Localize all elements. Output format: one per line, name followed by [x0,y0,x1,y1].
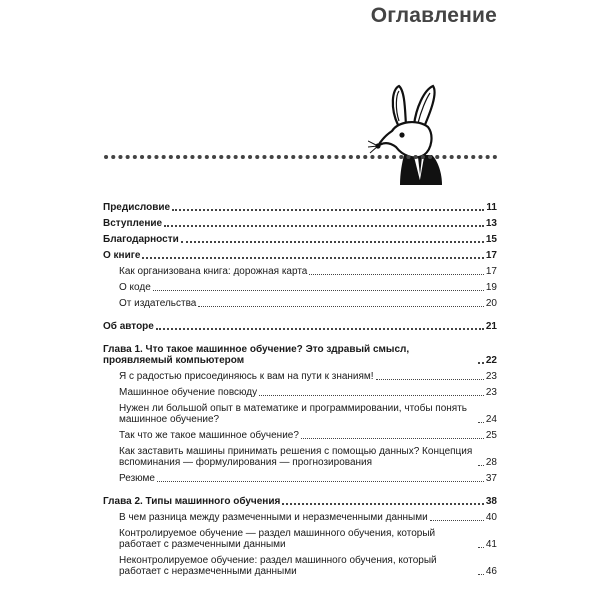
toc-entry-label: Глава 2. Типы машинного обучения [103,496,281,507]
toc-entry-page-number: 38 [485,496,497,507]
toc-entry-label: Нужен ли большой опыт в математике и программировании, чтобы понять машинное обучение? [119,403,467,425]
toc-section-entry[interactable] [103,528,497,550]
decorative-dot-divider [103,153,497,161]
toc-entry-label: Предисловие [103,202,171,213]
toc-section-entry[interactable] [103,298,497,309]
dot-leader [478,362,484,364]
toc-entry-label: Контролируемое обучение — раздел машинного обучения, который работает с размеченными данными [119,528,436,550]
toc-entry-page-number: 17 [485,266,497,277]
toc-section-entry[interactable] [103,555,497,577]
dot-leader [376,379,484,380]
toc-section-entry[interactable] [103,403,497,425]
toc-entry-page-number: 23 [485,387,497,398]
table-of-contents [103,202,497,582]
dot-leader [172,209,484,211]
toc-entry-label: О коде [119,282,151,293]
toc-section-entry[interactable] [103,446,497,468]
toc-section-entry[interactable] [103,473,497,484]
dot-leader [259,395,484,396]
toc-entry-label: Вступление [103,218,163,229]
toc-chapter-entry[interactable] [103,234,497,245]
toc-entry-page-number: 20 [485,298,497,309]
toc-chapter-entry[interactable] [103,344,497,366]
toc-entry-page-number: 21 [485,321,497,332]
toc-entry-page-number: 19 [485,282,497,293]
toc-entry-label: От издательства [119,298,197,309]
toc-entry-label: Так что же такое машинное обучение? [119,430,299,441]
toc-chapter-entry[interactable] [103,218,497,229]
toc-entry-label: В чем разница между размеченными и неразмеченными данными [119,512,428,523]
toc-entry-label: Благодарности [103,234,179,245]
page-title: Оглавление [370,4,497,27]
toc-entry-page-number: 23 [485,371,497,382]
toc-entry-label: Я с радостью присоединяюсь к вам на пути к знаниям! [119,371,374,382]
dot-leader [142,257,483,259]
dot-leader [156,328,484,330]
toc-entry-page-number: 25 [485,430,497,441]
dot-leader [478,422,484,423]
toc-section-entry[interactable] [103,266,497,277]
dot-leader [430,520,484,521]
toc-chapter-entry[interactable] [103,250,497,261]
toc-entry-label: Как заставить машины принимать решения с помощью данных? Концепция вспоминания — формулирования — прогнозирования [119,446,473,468]
toc-entry-page-number: 22 [485,355,497,366]
rabbit-in-suit-icon [368,83,448,187]
toc-entry-page-number: 28 [485,457,497,468]
dot-leader [157,481,484,482]
dot-leader [478,574,484,575]
toc-entry-label: Резюме [119,473,155,484]
dot-leader [478,547,484,548]
toc-chapter-entry[interactable] [103,496,497,507]
dot-leader [181,241,484,243]
toc-entry-label: Неконтролируемое обучение: раздел машинного обучения, который работает с неразмеченными данными [119,555,437,577]
toc-section-entry[interactable] [103,387,497,398]
dot-leader [301,438,484,439]
dot-leader [153,290,484,291]
dot-leader [198,306,484,307]
toc-entry-label: О книге [103,250,141,261]
toc-entry-page-number: 40 [485,512,497,523]
toc-entry-page-number: 46 [485,566,497,577]
toc-entry-page-number: 13 [485,218,497,229]
toc-entry-page-number: 17 [485,250,497,261]
toc-section-entry[interactable] [103,282,497,293]
toc-entry-page-number: 41 [485,539,497,550]
dot-leader [478,465,484,466]
dot-leader [309,274,484,275]
toc-chapter-entry[interactable] [103,202,497,213]
toc-entry-page-number: 37 [485,473,497,484]
toc-entry-page-number: 11 [486,202,497,213]
dot-leader [164,225,484,227]
toc-entry-page-number: 15 [485,234,497,245]
toc-section-entry[interactable] [103,430,497,441]
toc-entry-label: Глава 1. Что такое машинное обучение? Это здравый смысл, проявляемый компьютером [103,344,410,366]
toc-section-entry[interactable] [103,371,497,382]
toc-entry-label: Как организована книга: дорожная карта [119,266,308,277]
toc-section-entry[interactable] [103,512,497,523]
dot-leader [282,503,484,505]
toc-entry-label: Об авторе [103,321,154,332]
toc-entry-label: Машинное обучение повсюду [119,387,258,398]
toc-chapter-entry[interactable] [103,321,497,332]
toc-entry-page-number: 24 [485,414,497,425]
